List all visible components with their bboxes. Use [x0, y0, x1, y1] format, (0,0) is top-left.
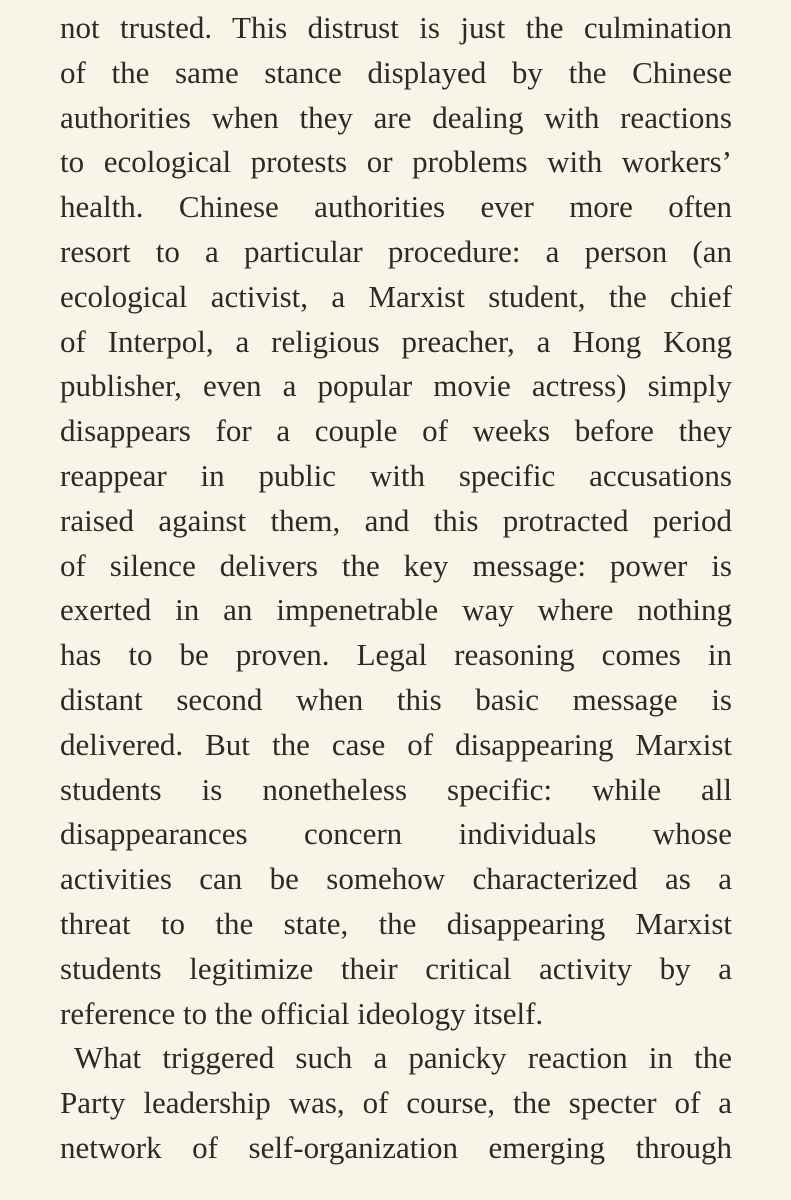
text-line: disappears for a couple of weeks before they	[60, 413, 732, 449]
text-line: of Interpol, a religious preacher, a Hong Kong	[60, 323, 732, 359]
text-line: has to be proven. Legal reasoning comes in	[60, 637, 732, 673]
text-line: ecological activist, a Marxist student, the chief	[60, 278, 732, 314]
paragraph-2	[60, 1036, 732, 1170]
text-line: reference to the official ideology itself.	[60, 995, 544, 1031]
text-line: reappear in public with specific accusations	[60, 457, 732, 493]
text-line: health. Chinese authorities ever more often	[60, 189, 732, 225]
paragraph-1	[60, 6, 732, 1036]
text-line: exerted in an impenetrable way where nothing	[60, 592, 732, 628]
text-line: delivered. But the case of disappearing Marxist	[60, 726, 732, 762]
text-line: What triggered such a panicky reaction in the	[74, 1040, 732, 1076]
text-line: Party leadership was, of course, the specter of a	[60, 1085, 732, 1121]
text-line: raised against them, and this protracted period	[60, 502, 732, 538]
text-line: disappearances concern individuals whose	[60, 816, 732, 852]
text-line: network of self-organization emerging through	[60, 1129, 732, 1165]
text-line: of the same stance displayed by the Chinese	[60, 54, 732, 90]
text-line: students is nonetheless specific: while all	[60, 771, 732, 807]
text-line: of silence delivers the key message: power is	[60, 547, 732, 583]
text-line: threat to the state, the disappearing Marxist	[60, 905, 732, 941]
text-line: distant second when this basic message is	[60, 681, 732, 717]
text-line: activities can be somehow characterized as a	[60, 861, 732, 897]
text-line: students legitimize their critical activity by a	[60, 950, 732, 986]
document-page	[60, 6, 732, 1171]
text-line: resort to a particular procedure: a person (an	[60, 233, 732, 269]
text-line: publisher, even a popular movie actress) simply	[60, 368, 732, 404]
text-line: not trusted. This distrust is just the culmination	[60, 10, 732, 45]
text-line: authorities when they are dealing with reactions	[60, 99, 732, 135]
text-line: to ecological protests or problems with workers’	[60, 144, 732, 180]
